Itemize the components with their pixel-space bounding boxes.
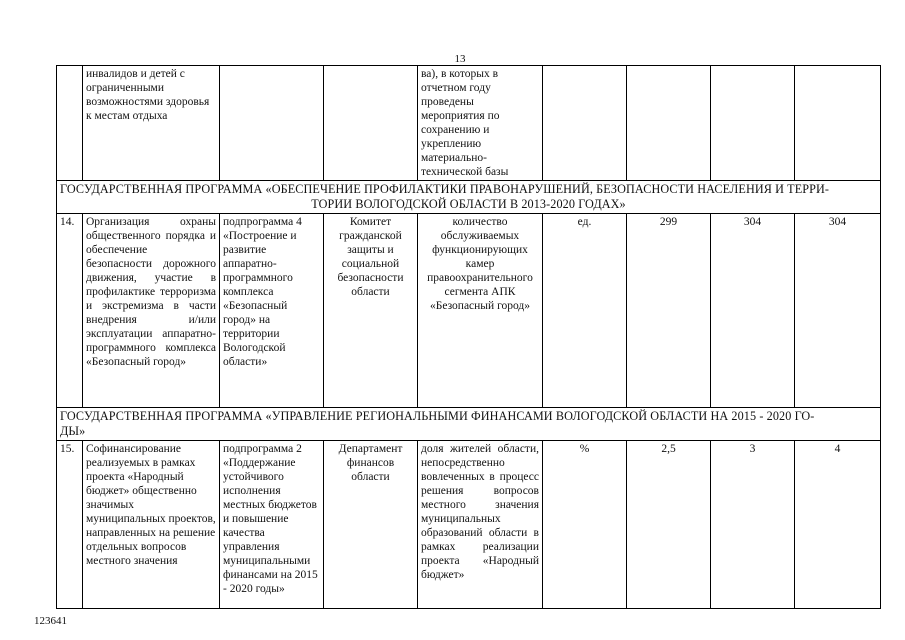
- table-row-14: [57, 213, 881, 407]
- cell-value-1: 299: [627, 213, 711, 407]
- cell-value-3: 4: [795, 440, 881, 608]
- cell-executor: Комитет гражданской защиты и социальной безопасности области: [324, 213, 418, 407]
- cell-unit: %: [543, 440, 627, 608]
- cell-value-2: 304: [711, 213, 795, 407]
- document-code: 123641: [34, 615, 67, 627]
- table-row-continuation: [57, 66, 881, 181]
- program-header-row: [57, 181, 881, 214]
- cell-executor: Департамент финансов области: [324, 440, 418, 608]
- cell-event: инвалидов и детей с ограниченными возможностями здоровья к местам отдыха: [83, 66, 220, 181]
- cell-subprogram: подпрограмма 4 «Построение и развитие аппаратно-программного комплекса «Безопасный город» на территории Вологодской области»: [220, 213, 324, 407]
- cell-value-1: 2,5: [627, 440, 711, 608]
- cell-number: 15.: [57, 440, 83, 608]
- cell-value-1: [627, 66, 711, 181]
- cell-event: Софинансирование реализуемых в рамках проекта «Народный бюджет» общественно значимых муниципальных проектов, направленных на решение отдельных вопросов местного значения: [83, 440, 220, 608]
- cell-unit: [543, 66, 627, 181]
- program-header-row: [57, 407, 881, 440]
- cell-subprogram: подпрограмма 2 «Поддержание устойчивого исполнения местных бюджетов и повышение качества управления муниципальными финансами на 2015 - 2020 годы»: [220, 440, 324, 608]
- cell-indicator: ва), в которых в отчетном году проведены мероприятия по сохранению и укреплению материально-технической базы: [418, 66, 543, 181]
- program-title: ГОСУДАРСТВЕННАЯ ПРОГРАММА «УПРАВЛЕНИЕ РЕГИОНАЛЬНЫМИ ФИНАНСАМИ ВОЛОГОДСКОЙ ОБЛАСТИ НА 2015 - 2020 ГО- ДЫ»: [57, 407, 881, 440]
- table-row-15: [57, 440, 881, 608]
- cell-unit: ед.: [543, 213, 627, 407]
- indicators-table: [56, 65, 881, 609]
- cell-indicator: доля жителей области, непосредственно вовлеченных в процесс решения вопросов местного значения муниципальных образований области в рамках реализации проекта «Народный бюджет»: [418, 440, 543, 608]
- cell-indicator: количество обслуживаемых функционирующих камер правоохранительного сегмента АПК «Безопасный город»: [418, 213, 543, 407]
- cell-value-2: 3: [711, 440, 795, 608]
- cell-subprogram: [220, 66, 324, 181]
- cell-value-3: [795, 66, 881, 181]
- cell-executor: [324, 66, 418, 181]
- cell-event: Организация охраны общественного порядка и обеспечение безопасности дорожного движения, участие в профилактике терроризма и экстремизма в части внедрения и/или эксплуатации аппаратно-программного комплекса «Безопасный город»: [83, 213, 220, 407]
- cell-value-2: [711, 66, 795, 181]
- cell-number: 14.: [57, 213, 83, 407]
- page-number: 13: [454, 53, 466, 65]
- program-title: ГОСУДАРСТВЕННАЯ ПРОГРАММА «ОБЕСПЕЧЕНИЕ ПРОФИЛАКТИКИ ПРАВОНАРУШЕНИЙ, БЕЗОПАСНОСТИ НАСЕЛЕНИЯ И ТЕРРИ- ТОРИИ ВОЛОГОДСКОЙ ОБЛАСТИ В 2013-2020 ГОДАХ»: [57, 181, 881, 214]
- cell-number: [57, 66, 83, 181]
- cell-value-3: 304: [795, 213, 881, 407]
